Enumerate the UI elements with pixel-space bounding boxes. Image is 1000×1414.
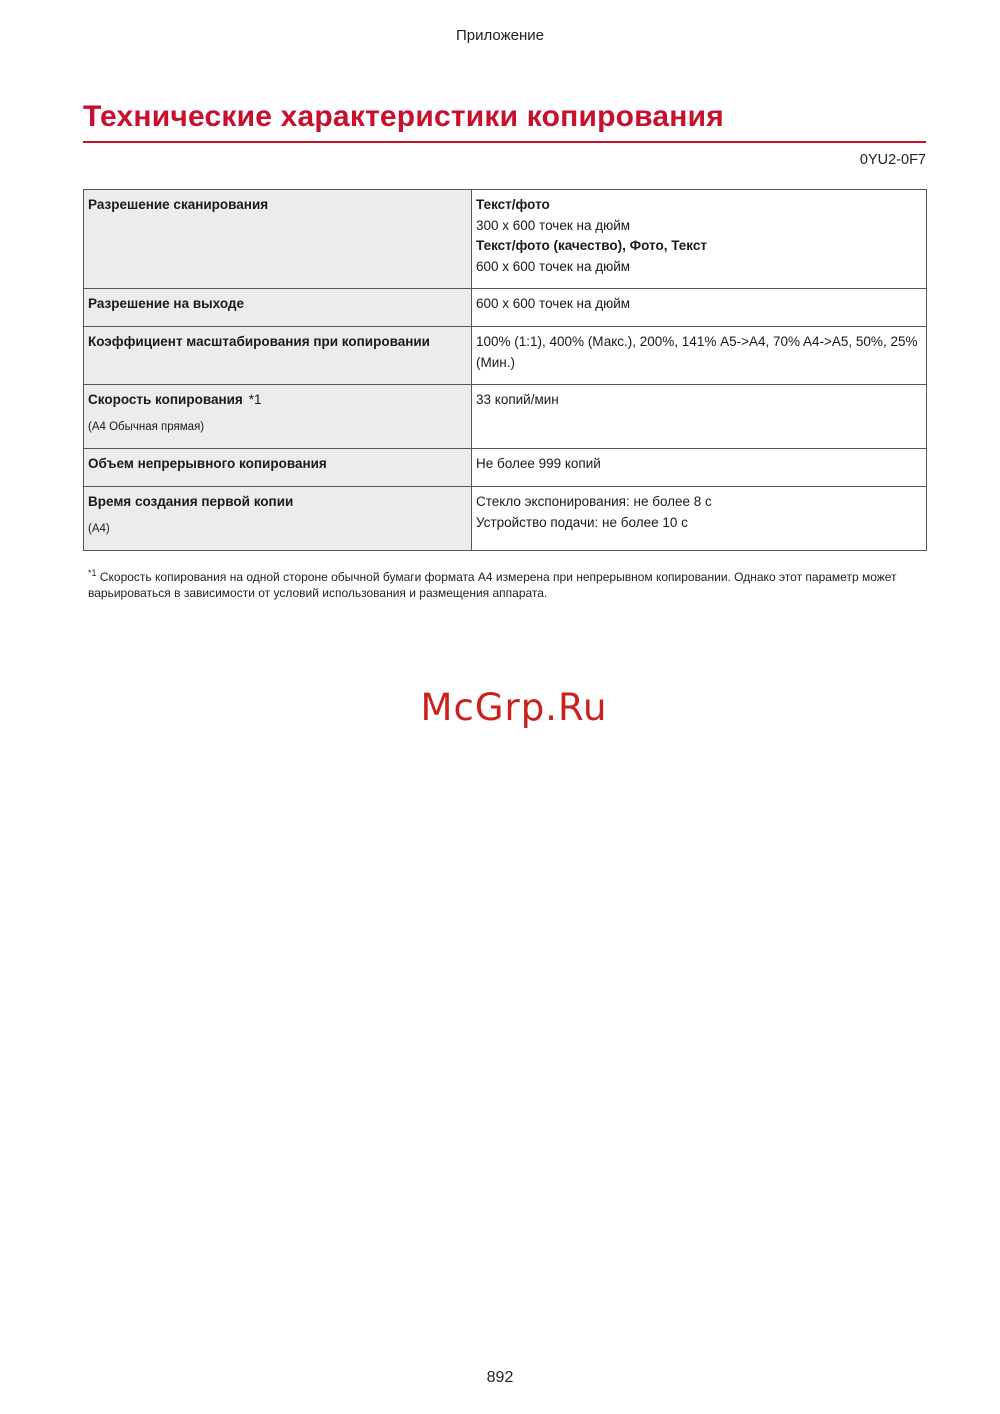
value-line: 600 x 600 точек на дюйм bbox=[476, 258, 631, 274]
row-label bbox=[84, 190, 472, 289]
value-line: Текст/фото bbox=[476, 197, 550, 212]
footnote-ref: *1 bbox=[248, 392, 262, 407]
row-note: (A4 Обычная прямая) bbox=[88, 420, 205, 433]
row-label bbox=[84, 385, 472, 449]
row-label bbox=[84, 289, 472, 327]
row-label bbox=[84, 327, 472, 385]
row-label-text: Разрешение на выходе bbox=[88, 296, 244, 311]
footnote-mark: *1 bbox=[88, 568, 97, 578]
value-line: Стекло экспонирования: не более 8 с bbox=[476, 494, 712, 509]
page-number: 892 bbox=[486, 1369, 514, 1386]
row-value bbox=[472, 289, 927, 327]
row-label bbox=[84, 487, 472, 551]
row-label-text: Разрешение сканирования bbox=[88, 197, 269, 212]
title-rule bbox=[83, 141, 926, 143]
page-title: Технические характеристики копирования bbox=[83, 100, 724, 133]
table-row bbox=[84, 449, 927, 487]
value-line: 33 копий/мин bbox=[476, 392, 559, 407]
table-row bbox=[84, 327, 927, 385]
row-label-text: Скорость копирования bbox=[88, 392, 243, 407]
table-row bbox=[84, 190, 927, 289]
row-label-text: Объем непрерывного копирования bbox=[88, 456, 327, 471]
footnote-text: Скорость копирования на одной стороне обычной бумаги формата A4 измерена при непрерывном копировании. Однако этот параметр может варьироваться в зависимости от условий использования и размещения аппарата. bbox=[88, 570, 897, 600]
value-line: Текст/фото (качество), Фото, Текст bbox=[476, 238, 707, 253]
value-line: Устройство подачи: не более 10 с bbox=[476, 514, 688, 530]
spec-table bbox=[83, 189, 927, 551]
value-line: Не более 999 копий bbox=[476, 456, 601, 471]
row-value bbox=[472, 327, 927, 385]
row-value bbox=[472, 190, 927, 289]
value-line: 100% (1:1), 400% (Макс.), 200%, 141% A5->A4, 70% A4->A5, 50%, 25% (Мин.) bbox=[476, 334, 918, 370]
row-value bbox=[472, 449, 927, 487]
watermark: McGrp.Ru bbox=[420, 686, 608, 729]
table-row bbox=[84, 385, 927, 449]
table-row bbox=[84, 289, 927, 327]
table-row bbox=[84, 487, 927, 551]
document-code: 0YU2-0F7 bbox=[859, 152, 926, 168]
running-header: Приложение bbox=[456, 27, 544, 44]
row-note: (A4) bbox=[88, 522, 110, 535]
value-line: 600 x 600 точек на дюйм bbox=[476, 296, 631, 311]
row-value bbox=[472, 385, 927, 449]
footnote bbox=[88, 565, 918, 601]
row-label-text: Коэффициент масштабирования при копировании bbox=[88, 334, 430, 349]
value-line: 300 x 600 точек на дюйм bbox=[476, 217, 631, 233]
row-label-text: Время создания первой копии bbox=[88, 494, 294, 509]
row-label bbox=[84, 449, 472, 487]
row-value bbox=[472, 487, 927, 551]
